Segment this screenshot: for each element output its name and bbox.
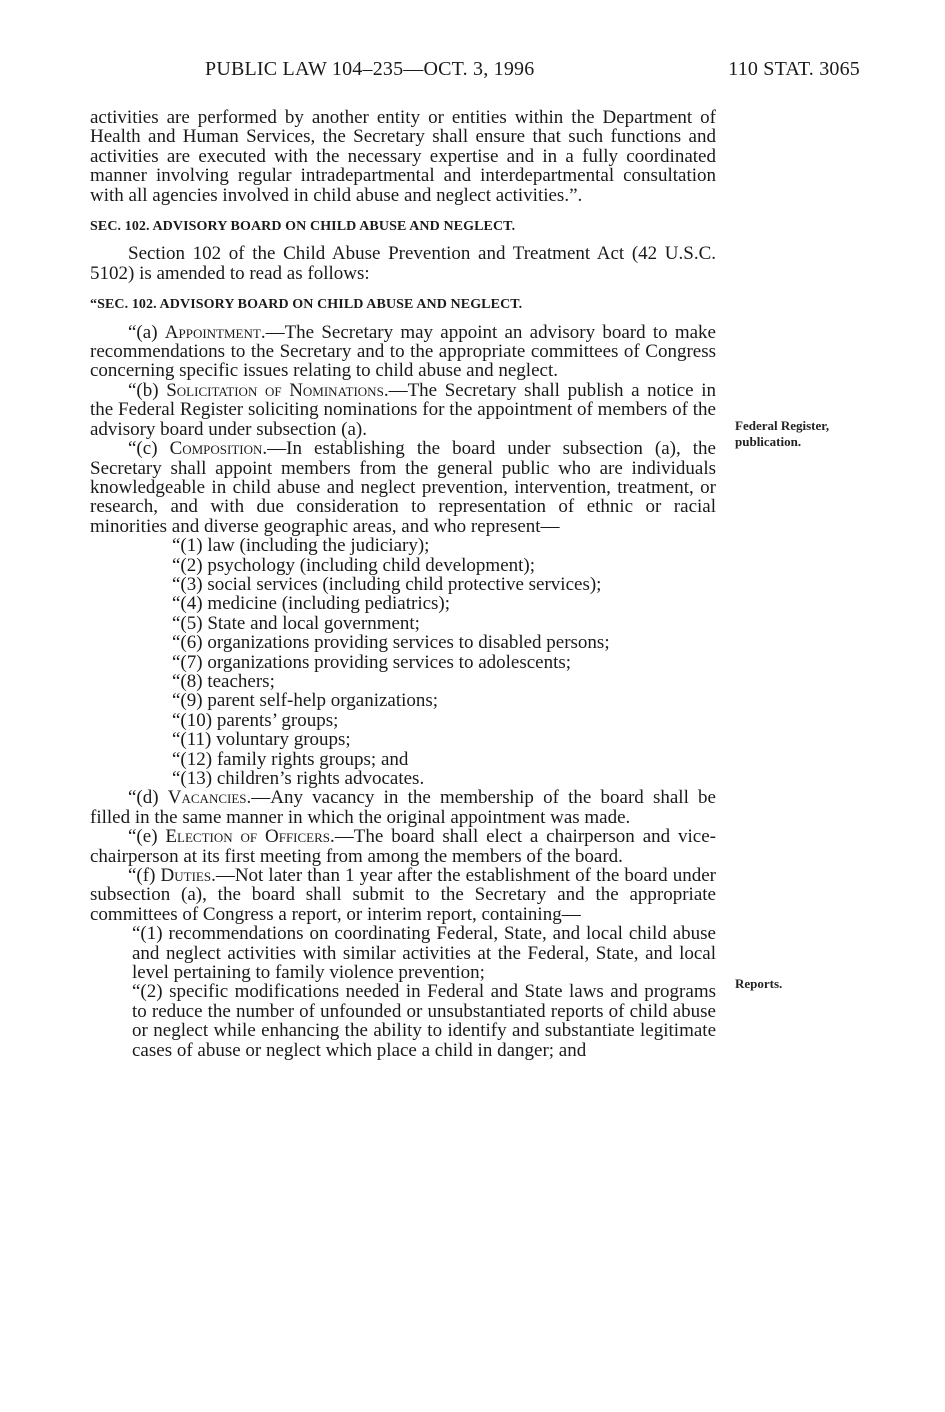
section-paragraph: Section 102 of the Child Abuse Prevention and Treatment Act (42 U.S.C. 5102) is amended to read as follows: xyxy=(90,243,716,284)
list-item: “(4) medicine (including pediatrics); xyxy=(172,593,451,615)
list-item: “(2) psychology (including child development); xyxy=(172,554,536,576)
subsection-c-text: .—In establishing the board under subsection (a), the Secretary shall appoint members from the general public who are individuals knowledgeable in child abuse and neglect prevention, intervention, treatment, or research, and with due consideration to representation of ethnic or racial minorities and diverse geographic areas, and who represent— xyxy=(90,438,716,537)
list-item: “(3) social services (including child protective services); xyxy=(172,573,602,595)
duties-item-2-text: “(2) specific modifications needed in Federal and State laws and programs to reduce the number of unfounded or unsubstantiated reports of child abuse or neglect while enhancing the ability to identify and substantiate legitimate cases of abuse or neglect which place a child in danger; and xyxy=(132,981,716,1061)
subsection-f xyxy=(90,866,716,924)
list-item: “(11) voluntary groups; xyxy=(172,729,351,751)
list-item: “(1) law (including the judiciary); xyxy=(172,535,430,557)
intro-paragraph: activities are performed by another entity or entities within the Department of Health and Human Services, the Secretary shall ensure that such functions and activities are executed with the necessary expertise and in a fully coordinated manner involving regular intradepartmental and interdepartmental consultation with all agencies involved in child abuse and neglect activities.”. xyxy=(90,107,716,206)
subsection-e-label: Election of Officers xyxy=(165,826,331,848)
subsection-a-prefix: “(a) xyxy=(128,321,165,343)
composition-list xyxy=(90,536,716,788)
document-body xyxy=(90,108,716,1060)
subsection-b-prefix: “(b) xyxy=(128,379,167,401)
header-title: PUBLIC LAW 104–235—OCT. 3, 1996 xyxy=(205,58,535,80)
list-item: “(6) organizations providing services to disabled persons; xyxy=(172,632,610,654)
subsection-b xyxy=(90,381,716,439)
subsection-b-label: Solicitation of Nominations xyxy=(166,379,384,401)
list-item: “(12) family rights groups; and xyxy=(172,748,409,770)
margin-note-reports: Reports. xyxy=(735,976,783,991)
quoted-section-heading: “SEC. 102. ADVISORY BOARD ON CHILD ABUSE AND NEGLECT. xyxy=(90,297,523,313)
subsection-e-prefix: “(e) xyxy=(128,826,166,848)
list-item: “(10) parents’ groups; xyxy=(172,709,339,731)
page-header xyxy=(205,58,860,84)
header-page-number: 110 STAT. 3065 xyxy=(728,58,860,80)
subsection-c xyxy=(90,439,716,536)
subsection-e xyxy=(90,827,716,866)
subsection-b-text: .—The Secretary shall publish a notice in the Federal Register soliciting nominations for the appointment of members of the advisory board under subsection (a). xyxy=(90,379,717,440)
subsection-f-label: Duties xyxy=(160,865,212,887)
subsection-d-text: .—Any vacancy in the membership of the board shall be filled in the same manner in which the original appointment was made. xyxy=(90,787,716,828)
subsection-a-label: Appointment xyxy=(164,321,261,343)
subsection-a-text: .—The Secretary may appoint an advisory board to make recommendations to the Secretary and to the appropriate committees of Congress concerning specific issues relating to child abuse and neglect. xyxy=(90,321,716,382)
margin-note-federal-register: Federal Register, publication. xyxy=(735,418,830,449)
subsection-f-prefix: “(f) xyxy=(128,865,161,887)
subsection-d-prefix: “(d) xyxy=(128,787,168,809)
subsection-e-text: .—The board shall elect a chairperson and vice-chairperson at its first meeting from among the members of the board. xyxy=(90,826,716,867)
list-item: “(9) parent self-help organizations; xyxy=(172,690,439,712)
subsection-c-prefix: “(c) xyxy=(128,438,170,460)
subsection-c-label: Composition xyxy=(169,438,263,460)
subsection-f-text: .—Not later than 1 year after the establishment of the board under subsection (a), the board shall submit to the Secretary and the appropriate committees of Congress a report, or interim report, containing— xyxy=(90,865,716,925)
subsection-a xyxy=(90,323,716,381)
list-item: “(8) teachers; xyxy=(172,670,275,692)
list-item: “(13) children’s rights advocates. xyxy=(172,768,425,789)
duties-item-2 xyxy=(90,982,716,1060)
subsection-d-label: Vacancies xyxy=(167,787,247,809)
section-heading: SEC. 102. ADVISORY BOARD ON CHILD ABUSE AND NEGLECT. xyxy=(90,219,516,235)
list-item: “(5) State and local government; xyxy=(172,612,420,634)
subsection-d xyxy=(90,788,716,827)
duties-item-1 xyxy=(90,924,716,982)
list-item: “(7) organizations providing services to adolescents; xyxy=(172,651,572,673)
duties-item-1-text: “(1) recommendations on coordinating Federal, State, and local child abuse and neglect activities with similar activities at the Federal, State, and local level pertaining to family violence prevention; xyxy=(132,923,716,984)
